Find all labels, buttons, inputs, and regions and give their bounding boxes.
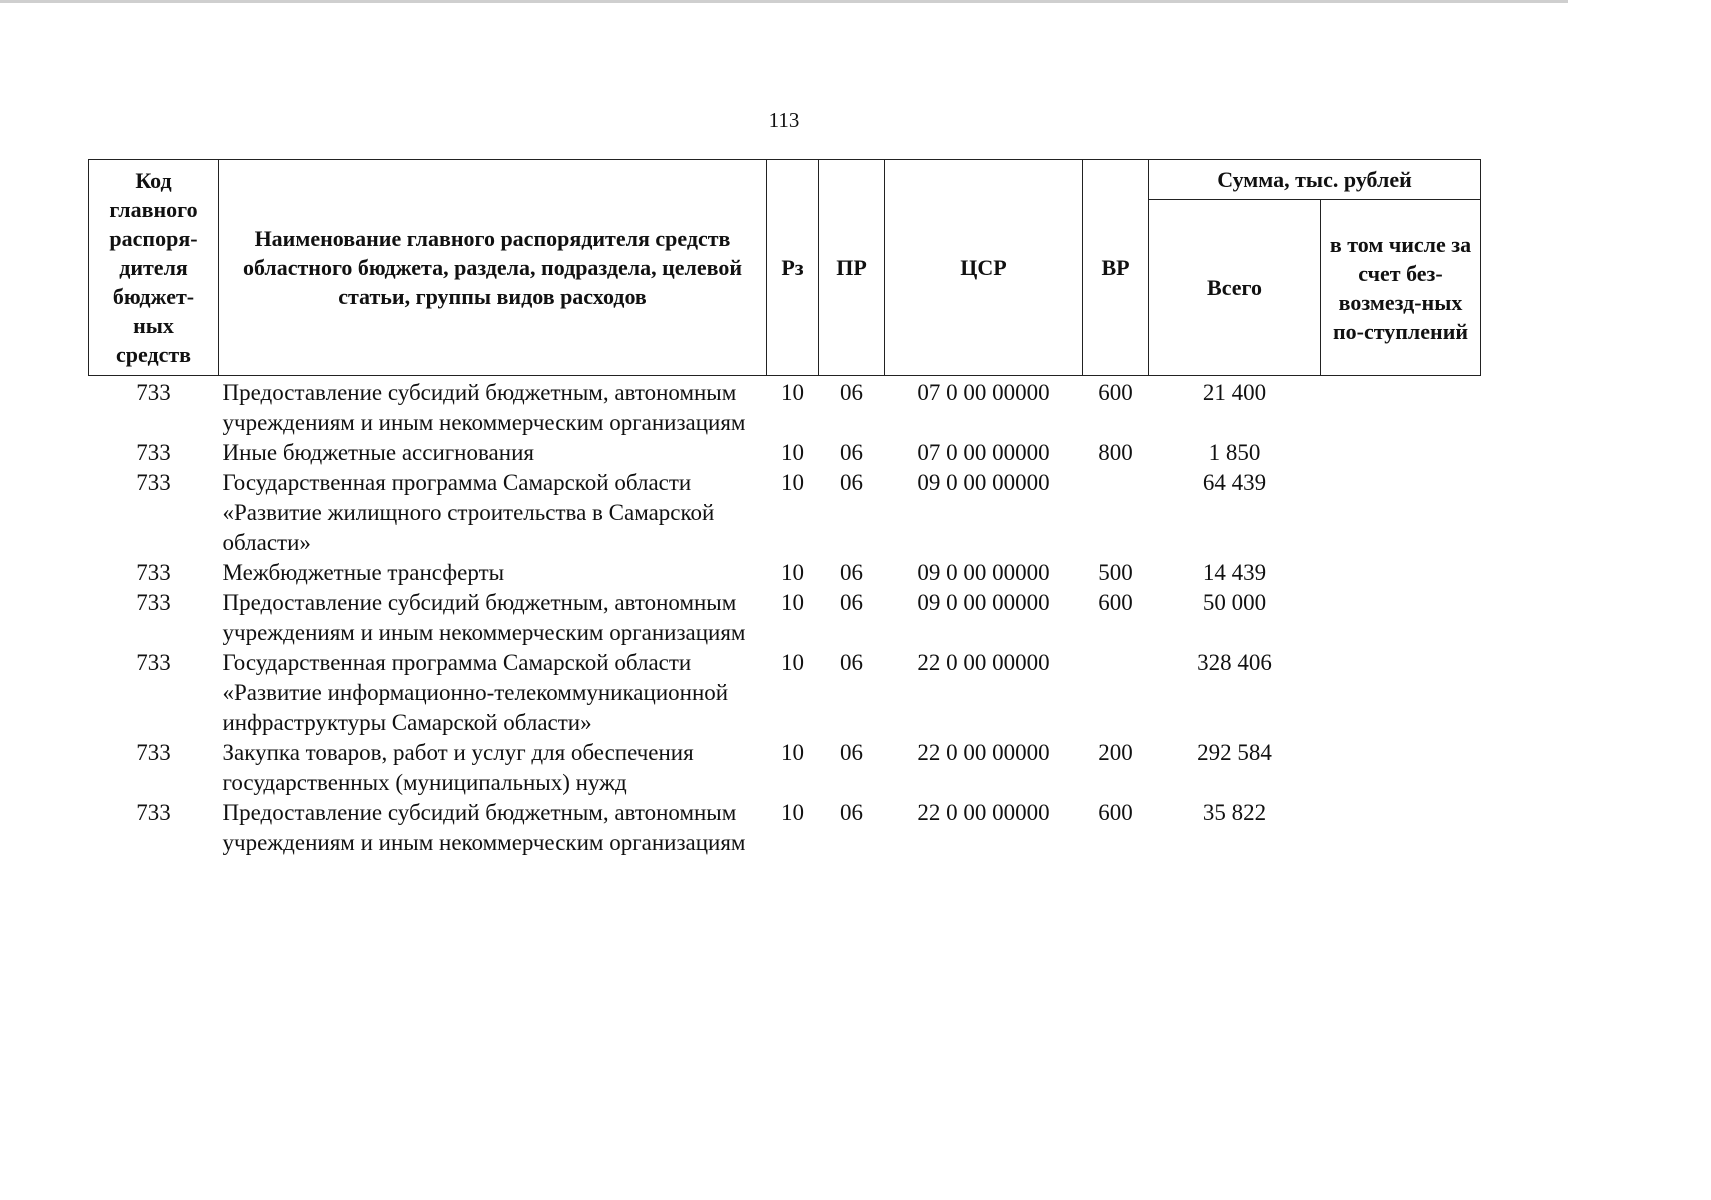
budget-table [88,159,1481,858]
cell-csr: 07 0 00 00000 [917,380,1050,405]
cell-rz: 10 [781,470,804,495]
cell-gratuitous [1321,376,1481,439]
cell-rz: 10 [781,590,804,615]
cell-pr: 06 [840,440,863,465]
cell-rz: 10 [781,800,804,825]
cell-name: Государственная программа Самарской области «Развитие информационно-телекоммуникационной инфраструктуры Самарской области» [222,650,729,735]
page-number: 113 [768,108,800,132]
cell-vr [1083,468,1149,558]
cell-total: 21 400 [1202,380,1267,405]
cell-code: 733 [136,590,171,615]
cell-vr: 500 [1098,560,1133,585]
table-body [89,376,1481,859]
cell-vr: 800 [1098,440,1133,465]
cell-total: 292 584 [1197,740,1272,765]
cell-vr [1083,648,1149,738]
cell-pr: 06 [840,650,863,675]
cell-vr: 200 [1098,740,1133,765]
cell-csr: 07 0 00 00000 [917,440,1050,465]
cell-gratuitous [1321,738,1481,798]
cell-code: 733 [136,440,171,465]
cell-rz: 10 [781,650,804,675]
cell-name: Предоставление субсидий бюджетным, автономным учреждениям и иным некоммерческим организациям [222,800,746,855]
cell-pr: 06 [840,800,863,825]
header-rz: Рз [767,160,819,376]
cell-code: 733 [136,470,171,495]
table-row [89,738,1481,798]
cell-csr: 09 0 00 00000 [917,560,1050,585]
cell-csr: 22 0 00 00000 [917,740,1050,765]
header-code: Код главного распоря-дителя бюджет-ных средств [89,160,219,376]
cell-code: 733 [136,560,171,585]
header-name: Наименование главного распорядителя средств областного бюджета, раздела, подраздела, целевой статьи, группы видов расходов [219,160,767,376]
cell-total: 35 822 [1202,800,1267,825]
cell-gratuitous [1321,648,1481,738]
cell-total: 1 850 [1208,440,1261,465]
table-row [89,588,1481,648]
header-vr: ВР [1083,160,1149,376]
cell-csr: 09 0 00 00000 [917,590,1050,615]
table-row [89,468,1481,558]
cell-code: 733 [136,650,171,675]
cell-gratuitous [1321,588,1481,648]
cell-gratuitous [1321,468,1481,558]
cell-total: 328 406 [1197,650,1272,675]
cell-gratuitous [1321,558,1481,588]
cell-pr: 06 [840,590,863,615]
cell-code: 733 [136,380,171,405]
cell-pr: 06 [840,470,863,495]
cell-vr: 600 [1098,800,1133,825]
cell-rz: 10 [781,560,804,585]
cell-total: 50 000 [1202,590,1267,615]
cell-name: Иные бюджетные ассигнования [222,440,534,465]
cell-pr: 06 [840,740,863,765]
cell-csr: 09 0 00 00000 [917,470,1050,495]
table-row [89,558,1481,588]
header-sum-group: Сумма, тыс. рублей [1149,160,1481,200]
cell-name: Государственная программа Самарской области «Развитие жилищного строительства в Самарской области» [222,470,715,555]
cell-rz: 10 [781,440,804,465]
cell-csr: 22 0 00 00000 [917,650,1050,675]
cell-gratuitous [1321,438,1481,468]
table-row [89,376,1481,439]
cell-pr: 06 [840,560,863,585]
table-row [89,648,1481,738]
cell-name: Межбюджетные трансферты [222,560,505,585]
table-row [89,798,1481,858]
cell-total: 64 439 [1202,470,1267,495]
cell-name: Предоставление субсидий бюджетным, автономным учреждениям и иным некоммерческим организациям [222,590,746,645]
cell-pr: 06 [840,380,863,405]
table-row [89,438,1481,468]
cell-name: Предоставление субсидий бюджетным, автономным учреждениям и иным некоммерческим организациям [222,380,746,435]
cell-csr: 22 0 00 00000 [917,800,1050,825]
cell-total: 14 439 [1202,560,1267,585]
top-rule [0,0,1568,3]
header-csr: ЦСР [885,160,1083,376]
cell-code: 733 [136,800,171,825]
cell-vr: 600 [1098,590,1133,615]
table-header [89,160,1481,376]
cell-gratuitous [1321,798,1481,858]
header-total: Всего [1149,200,1321,376]
cell-code: 733 [136,740,171,765]
header-pr: ПР [819,160,885,376]
header-gratuitous: в том числе за счет без-возмезд-ных по-ступлений [1321,200,1481,376]
cell-vr: 600 [1098,380,1133,405]
cell-rz: 10 [781,380,804,405]
cell-rz: 10 [781,740,804,765]
cell-name: Закупка товаров, работ и услуг для обеспечения государственных (муниципальных) нужд [222,740,694,795]
